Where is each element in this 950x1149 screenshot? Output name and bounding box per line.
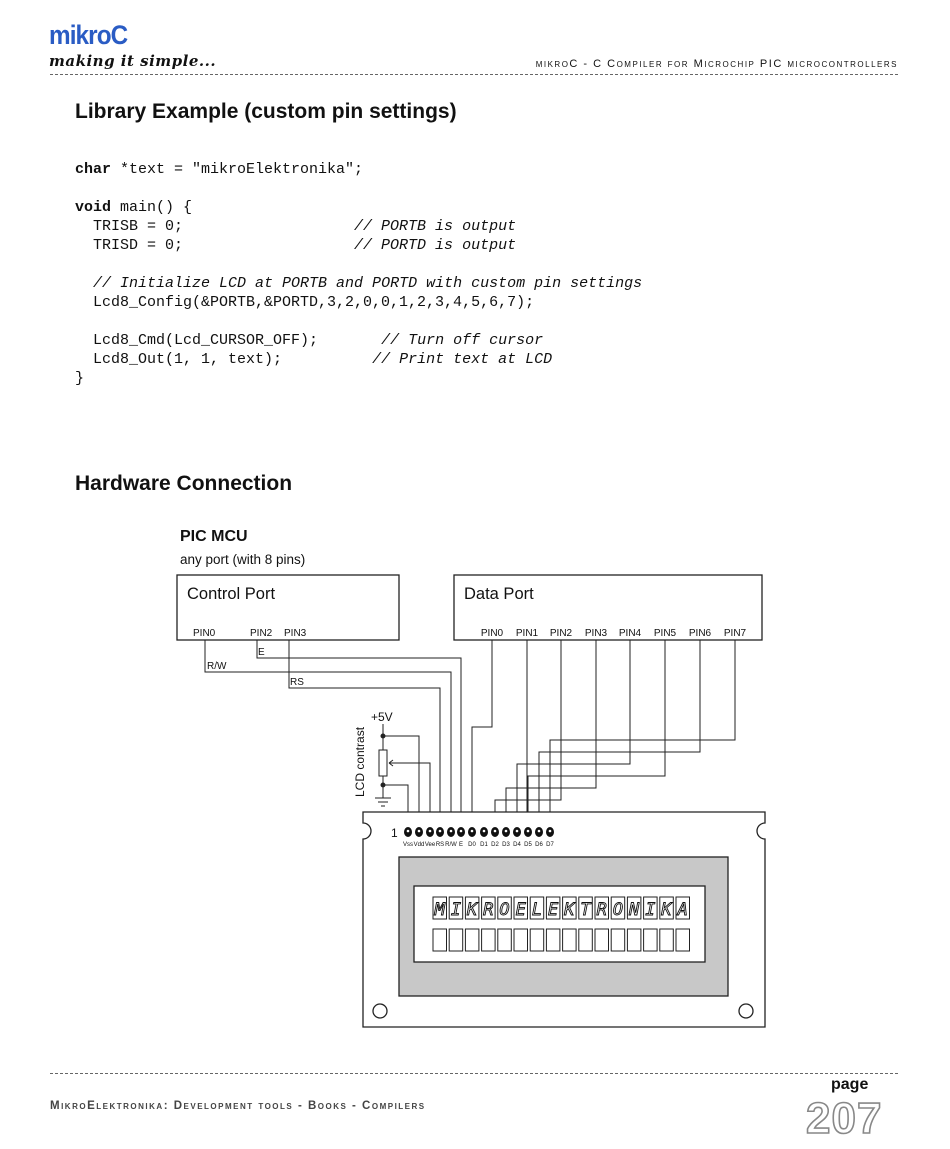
footer-divider — [50, 1073, 898, 1074]
code-line: Lcd8_Cmd(Lcd_CURSOR_OFF); // Turn off cursor — [75, 332, 544, 349]
code-line: void main() { — [75, 199, 193, 216]
lcd-pin-label: D3 — [502, 842, 510, 848]
data-wire — [539, 640, 700, 828]
code-line: Lcd8_Out(1, 1, text); // Print text at LCD — [75, 351, 553, 368]
section-heading-hardware-connection: Hardware Connection — [75, 472, 293, 495]
data-pin-label: PIN3 — [584, 628, 608, 639]
lcd-cell — [611, 929, 625, 951]
lcd-character: E — [515, 900, 526, 920]
signal-label-rs: RS — [290, 677, 304, 688]
lcd-cell — [482, 929, 496, 951]
lcd-pin-label: D2 — [491, 842, 499, 848]
data-pin-label: PIN4 — [618, 628, 642, 639]
lcd-cell — [676, 929, 690, 951]
data-pin-label: PIN6 — [688, 628, 712, 639]
data-port-label: Data Port — [464, 585, 534, 603]
data-pin-label: PIN1 — [515, 628, 539, 639]
lcd-pin-label: D4 — [513, 842, 521, 848]
lcd-character: I — [645, 900, 656, 920]
mcu-subtitle: any port (with 8 pins) — [180, 552, 306, 567]
lcd-character: O — [612, 900, 624, 920]
page-number: 207 — [806, 1094, 883, 1143]
supply-label: +5V — [371, 710, 393, 724]
control-wires — [205, 640, 461, 828]
lcd-character: E — [548, 900, 559, 920]
lcd-cell — [644, 929, 658, 951]
data-pin-label: PIN2 — [549, 628, 573, 639]
lcd-cell — [530, 929, 544, 951]
lcd-character: K — [564, 900, 575, 920]
data-pin-label: PIN7 — [723, 628, 747, 639]
lcd-pin-label: D6 — [535, 842, 543, 848]
logo: mikroC — [49, 20, 128, 50]
lcd-cell — [465, 929, 479, 951]
data-wire — [550, 640, 735, 828]
lcd-pin-label: Vss — [402, 842, 414, 848]
lcd-character: L — [531, 900, 543, 920]
lcd-character: K — [467, 900, 478, 920]
lcd-cell — [514, 929, 528, 951]
lcd-pin-label: D1 — [480, 842, 488, 848]
data-wires — [472, 640, 735, 828]
data-port-pins — [481, 628, 747, 639]
code-line: Lcd8_Config(&PORTB,&PORTD,3,2,0,0,1,2,3,4,5,6,7); — [75, 294, 535, 311]
section-heading-library-example: Library Example (custom pin settings) — [75, 100, 457, 123]
lcd-pin-label: D7 — [546, 842, 554, 848]
lcd-pin-label: RS — [435, 842, 445, 848]
lcd-character: R — [596, 900, 607, 920]
code-line: TRISB = 0; // PORTB is output — [75, 218, 517, 235]
lcd-character: N — [629, 900, 640, 920]
header-title: mikroC - C Compiler for Microchip PIC microcontrollers — [535, 58, 898, 70]
lcd-pin-label: D5 — [524, 842, 532, 848]
lcd-cell — [595, 929, 609, 951]
lcd-pin-label: Vee — [424, 842, 436, 848]
lcd-cell — [433, 929, 447, 951]
code-line: // Initialize LCD at PORTB and PORTD with custom pin settings — [93, 275, 643, 292]
lcd-character: T — [580, 900, 591, 920]
contrast-label: LCD contrast — [353, 726, 367, 797]
lcd-cell — [563, 929, 577, 951]
control-pin-label: PIN2 — [250, 628, 273, 639]
lcd-character: I — [450, 900, 462, 920]
lcd-character: A — [677, 900, 688, 920]
control-port-label: Control Port — [187, 585, 276, 603]
lcd-cell — [546, 929, 560, 951]
tagline: making it simple... — [49, 52, 217, 70]
lcd-character: M — [434, 900, 445, 920]
lcd-pin-label: D0 — [468, 842, 476, 848]
lcd-character: O — [499, 900, 510, 920]
lcd-cell — [627, 929, 641, 951]
lcd-character: R — [483, 900, 494, 920]
signal-label-e: E — [258, 647, 265, 658]
lcd-cell — [660, 929, 674, 951]
lcd-pin-label: E — [458, 842, 464, 848]
code-line: char *text = "mikroElektronika"; — [75, 161, 364, 178]
page-label: page — [831, 1076, 869, 1093]
data-pin-label: PIN0 — [480, 628, 504, 639]
lcd-cell — [579, 929, 593, 951]
footer-text: MikroElektronika: Development tools - Books - Compilers — [50, 1100, 426, 1112]
code-line: TRISD = 0; // PORTD is output — [75, 237, 517, 254]
signal-label-rw: R/W — [207, 661, 227, 672]
code-line: } — [75, 370, 85, 387]
lcd-cell — [449, 929, 463, 951]
data-pin-label: PIN5 — [653, 628, 677, 639]
lcd-pin1-label: 1 — [391, 826, 398, 840]
lcd-pin-label: Vdd — [413, 842, 425, 848]
control-pin-label: PIN0 — [193, 628, 216, 639]
lcd-pin-label: R/W — [445, 842, 457, 848]
control-pin-label: PIN3 — [284, 628, 307, 639]
data-wire — [472, 640, 492, 828]
lcd-cell — [498, 929, 512, 951]
mcu-title: PIC MCU — [180, 528, 248, 545]
lcd-character: K — [661, 900, 672, 920]
